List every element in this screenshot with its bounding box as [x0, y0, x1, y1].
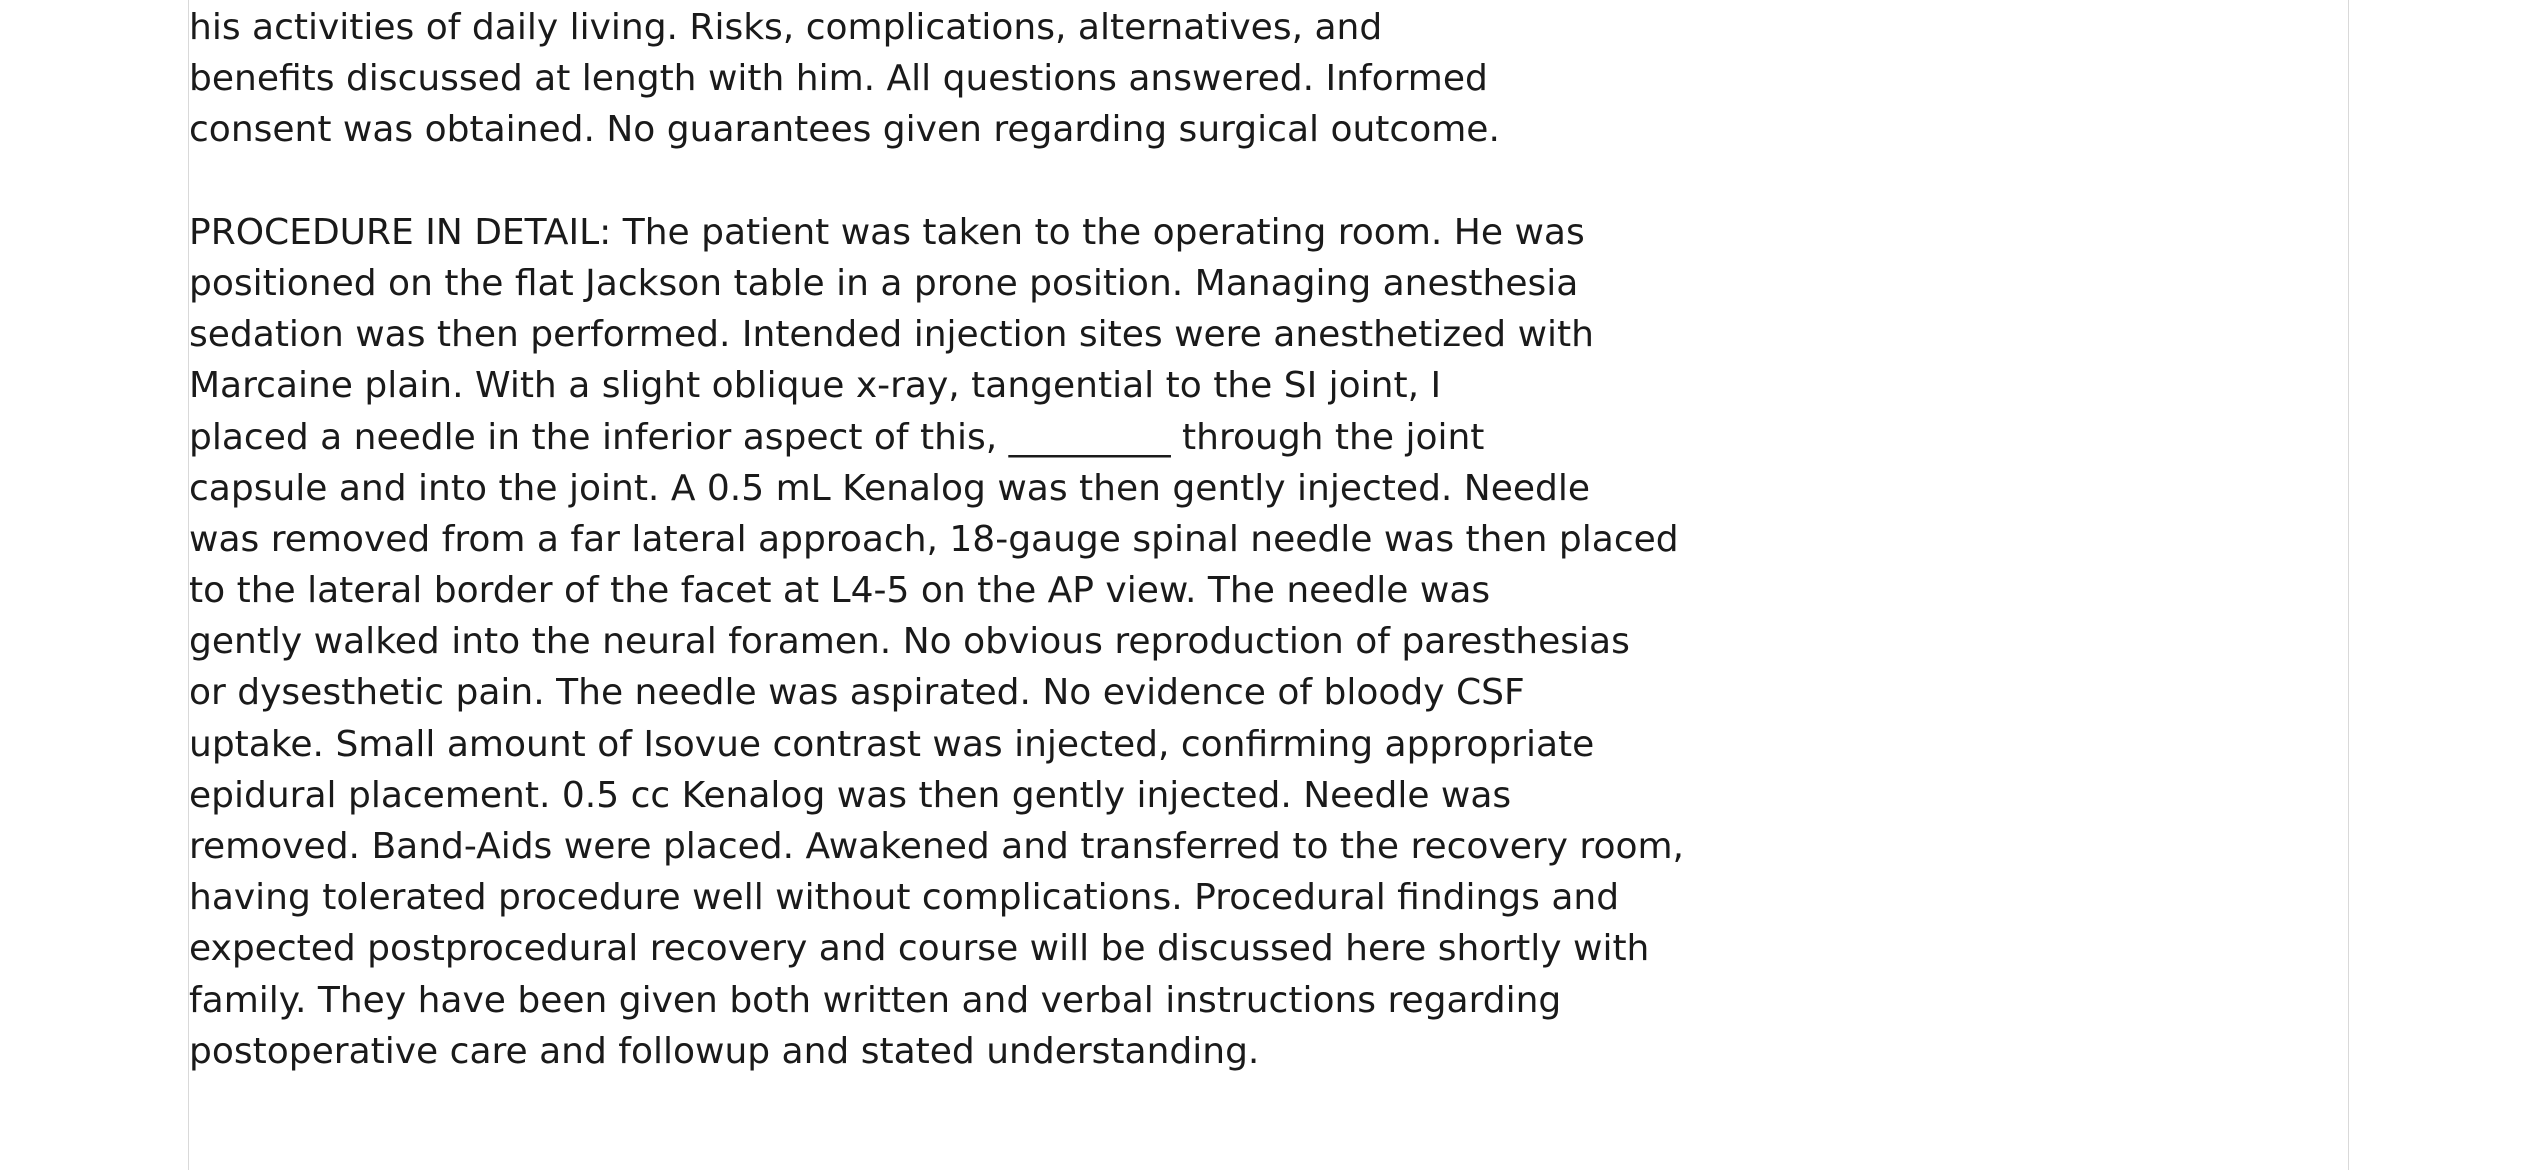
text-line: capsule and into the joint. A 0.5 mL Kenalog was then gently injected. Needle — [189, 467, 1591, 509]
text-line: his activities of daily living. Risks, complications, alternatives, and — [189, 7, 1383, 48]
text-line: sedation was then performed. Intended injection sites were anesthetized with — [189, 314, 1594, 356]
text-line: epidural placement. 0.5 cc Kenalog was then gently injected. Needle was — [189, 774, 1512, 816]
text-line: was removed from a far lateral approach, 18-gauge spinal needle was then placed — [189, 518, 1679, 560]
text-line: gently walked into the neural foramen. No obvious reproduction of paresthesias — [189, 621, 1630, 663]
text-line: positioned on the flat Jackson table in a prone position. Managing anesthesia — [189, 262, 1579, 304]
text-line: PROCEDURE IN DETAIL: The patient was taken to the operating room. He was — [189, 211, 1585, 253]
paragraph-consent — [189, 2, 2289, 156]
text-line: to the lateral border of the facet at L4-5 on the AP view. The needle was — [189, 570, 1491, 612]
text-line: having tolerated procedure well without complications. Procedural findings and — [189, 877, 1620, 919]
text-line: uptake. Small amount of Isovue contrast was injected, confirming appropriate — [189, 723, 1595, 765]
text-line: or dysesthetic pain. The needle was aspirated. No evidence of bloody CSF — [189, 672, 1525, 714]
text-line: expected postprocedural recovery and course will be discussed here shortly with — [189, 928, 1650, 970]
paragraph-spacer — [189, 156, 2289, 207]
text-line: benefits discussed at length with him. All questions answered. Informed — [189, 58, 1488, 100]
paragraph-procedure-in-detail — [189, 207, 2289, 1077]
text-line: removed. Band-Aids were placed. Awakened and transferred to the recovery room, — [189, 826, 1685, 867]
text-line: Marcaine plain. With a slight oblique x-ray, tangential to the SI joint, I — [189, 365, 1442, 407]
document-page — [188, 0, 2349, 1170]
document-body — [189, 2, 2289, 1077]
text-line: family. They have been given both written and verbal instructions regarding — [189, 979, 1562, 1021]
text-line: placed a needle in the inferior aspect of this, _________ through the joint — [189, 416, 1485, 458]
text-line: postoperative care and followup and stated understanding. — [189, 1030, 1260, 1072]
text-line: consent was obtained. No guarantees given regarding surgical outcome. — [189, 109, 1500, 151]
